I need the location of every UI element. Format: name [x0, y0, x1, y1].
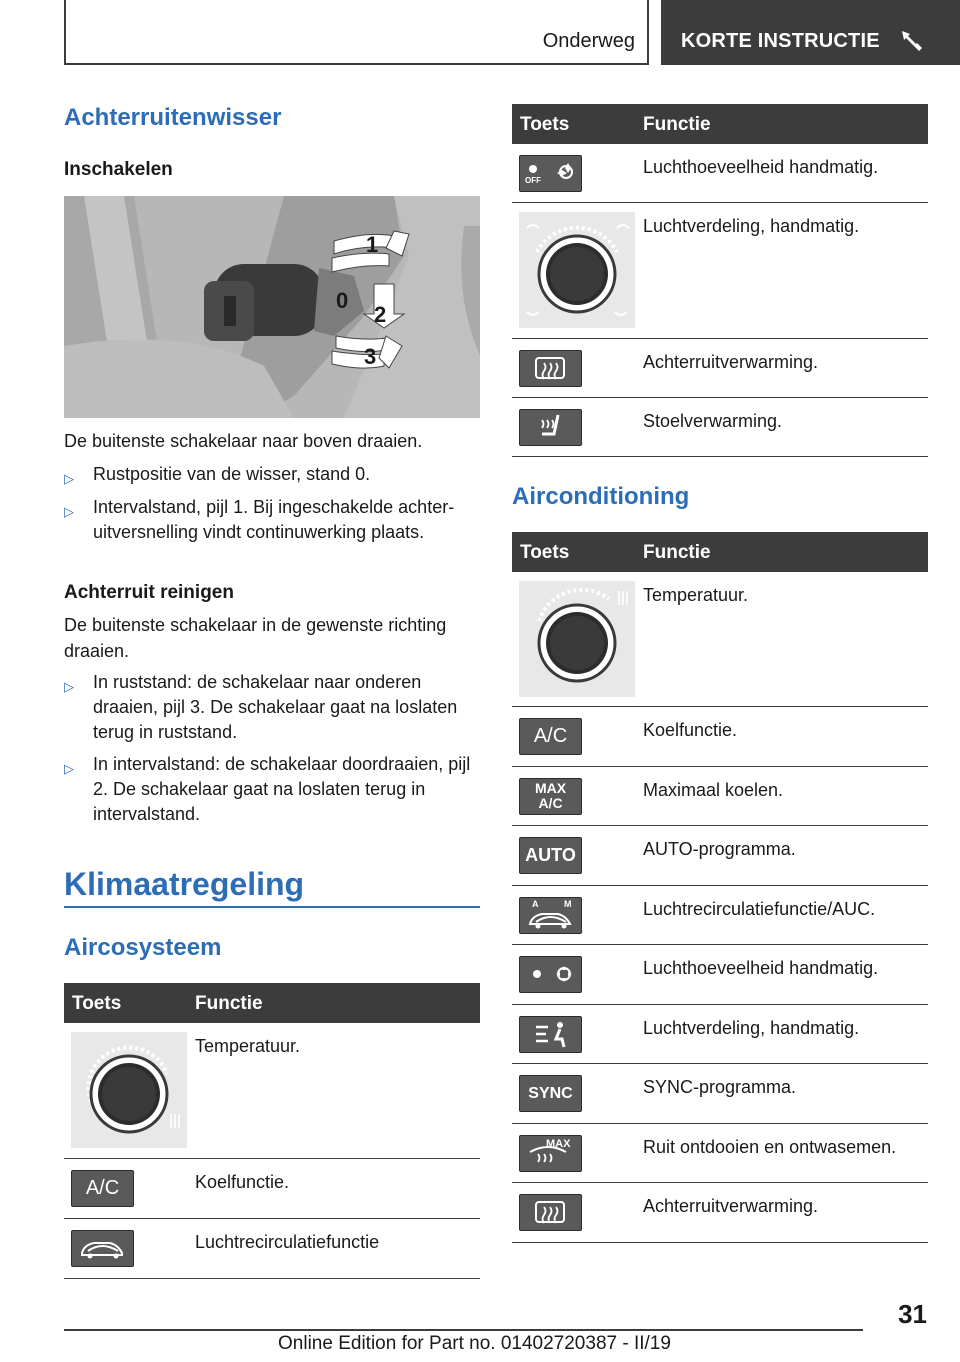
ac-button-icon: A/C [71, 1170, 134, 1207]
figure-label-0: 0 [336, 288, 349, 313]
bullet-triangle-icon: ▷ [64, 679, 74, 694]
figure-label-3: 3 [364, 344, 377, 369]
aircon-system-title: Aircosysteem [64, 934, 222, 961]
footer-divider [64, 1329, 863, 1331]
paragraph-turn-up: De buitenste schakelaar naar boven draaien. [64, 431, 423, 451]
header-tab-label: KORTE INSTRUCTIE [681, 30, 880, 52]
quick-reference-icon [899, 28, 923, 52]
air-distribution-dial-icon [519, 212, 635, 328]
table-row [512, 398, 928, 457]
max-defrost-button-icon: MAX [519, 1135, 582, 1172]
function-text: Koelfunctie. [643, 720, 738, 740]
paragraph-turn-direction: De buitenste schakelaar in de gewenste richting draaien. [64, 615, 447, 661]
bullet-triangle-icon: ▷ [64, 761, 74, 776]
table-header [512, 104, 928, 144]
figure-label-2: 2 [374, 302, 387, 327]
header-box [64, 0, 649, 65]
function-text: Luchtrecirculatiefunctie [195, 1232, 380, 1252]
fan-button-icon [519, 956, 582, 993]
bullet-list-2 [64, 670, 480, 827]
table-header [512, 532, 928, 572]
table-row [64, 1023, 480, 1159]
table-row [512, 1064, 928, 1124]
function-text: Temperatuur. [195, 1036, 301, 1056]
header-section-title: Onderweg [542, 30, 635, 52]
column-header-button: Toets [520, 542, 570, 563]
list-item: ▷ Intervalstand, pijl 1. Bij ingeschakelde achter-uitversnelling vindt continuwerking plaats. [64, 497, 455, 542]
table-row [64, 1159, 480, 1219]
switch-on-title: Inschakelen [64, 159, 173, 180]
right-table-2 [512, 532, 928, 1243]
function-text: Temperatuur. [643, 585, 749, 605]
recirculation-auc-button-icon: A M [519, 897, 582, 934]
airconditioning-title: Airconditioning [512, 483, 690, 510]
function-text: Luchthoeveelheid handmatig. [643, 958, 879, 978]
function-text: Achterruitverwarming. [643, 352, 819, 372]
table-header [64, 983, 480, 1023]
table-row [64, 1219, 480, 1279]
air-distribution-button-icon [519, 1016, 582, 1053]
function-text: Luchtrecirculatiefunctie/AUC. [643, 899, 876, 919]
table-row [512, 826, 928, 886]
table-row [512, 767, 928, 826]
right-table-1 [512, 104, 928, 457]
rear-defrost-button-icon [519, 350, 582, 387]
bullet-triangle-icon: ▷ [64, 471, 74, 486]
ac-button-icon: A/C [519, 718, 582, 755]
function-text: Koelfunctie. [195, 1172, 290, 1192]
function-text: Stoelverwarming. [643, 411, 783, 431]
table-row [512, 203, 928, 339]
function-text: AUTO-programma. [643, 839, 796, 859]
table-row [512, 945, 928, 1005]
sync-button-icon: SYNC [519, 1075, 582, 1112]
clean-rear-window-title: Achterruit reinigen [64, 582, 234, 603]
max-ac-button-icon: MAX A/C [519, 778, 582, 815]
function-text: Ruit ontdooien en ontwasemen. [643, 1137, 897, 1157]
bullet-triangle-icon: ▷ [64, 504, 74, 519]
temperature-dial-icon [519, 581, 635, 697]
header-tab[interactable] [661, 0, 960, 65]
function-text: Luchtverdeling, handmatig. [643, 216, 860, 236]
function-text: SYNC-programma. [643, 1077, 797, 1097]
rear-wiper-title: Achterruitenwisser [64, 104, 282, 131]
table-row [512, 707, 928, 767]
temperature-dial-icon [71, 1032, 187, 1148]
table-row [512, 572, 928, 707]
function-text: Luchthoeveelheid handmatig. [643, 157, 879, 177]
bullet-list-1 [64, 462, 480, 545]
aircon-system-table [64, 983, 480, 1279]
list-item: ▷ Rustpositie van de wisser, stand 0. [64, 462, 480, 487]
climate-control-title: Klimaatregeling [64, 866, 305, 902]
wiper-lever-figure [64, 196, 480, 418]
footer-edition-text: Online Edition for Part no. 01402720387 - II/19 [278, 1333, 671, 1354]
title-underline [64, 906, 480, 908]
recirculation-button-icon [71, 1230, 134, 1267]
function-text: Maximaal koelen. [643, 780, 784, 800]
column-header-button: Toets [72, 993, 122, 1014]
column-header-function: Functie [195, 993, 263, 1014]
function-text: Achterruitverwarming. [643, 1196, 819, 1216]
table-row [512, 339, 928, 398]
auto-button-icon: AUTO [519, 837, 582, 874]
column-header-button: Toets [520, 114, 570, 135]
table-row [512, 1183, 928, 1243]
table-row [512, 144, 928, 203]
seat-heating-button-icon [519, 409, 582, 446]
page-number: 31 [898, 1299, 927, 1329]
table-row [512, 1005, 928, 1064]
figure-label-1: 1 [366, 232, 379, 257]
table-row [512, 1124, 928, 1183]
table-row [512, 886, 928, 945]
rear-defrost-button-icon [519, 1194, 582, 1231]
fan-off-button-icon: OFF [519, 155, 582, 192]
list-item: ▷ In intervalstand: de schakelaar doordraaien, pijl 2. De schakelaar gaat na loslaten terug in intervalstand. [64, 754, 471, 824]
wiper-lever-illustration [64, 196, 480, 418]
column-header-function: Functie [643, 542, 711, 563]
function-text: Luchtverdeling, handmatig. [643, 1018, 860, 1038]
list-item: ▷ In ruststand: de schakelaar naar onderen draaien, pijl 3. De schakelaar gaat na loslaten terug in ruststand. [64, 672, 458, 742]
column-header-function: Functie [643, 114, 711, 135]
